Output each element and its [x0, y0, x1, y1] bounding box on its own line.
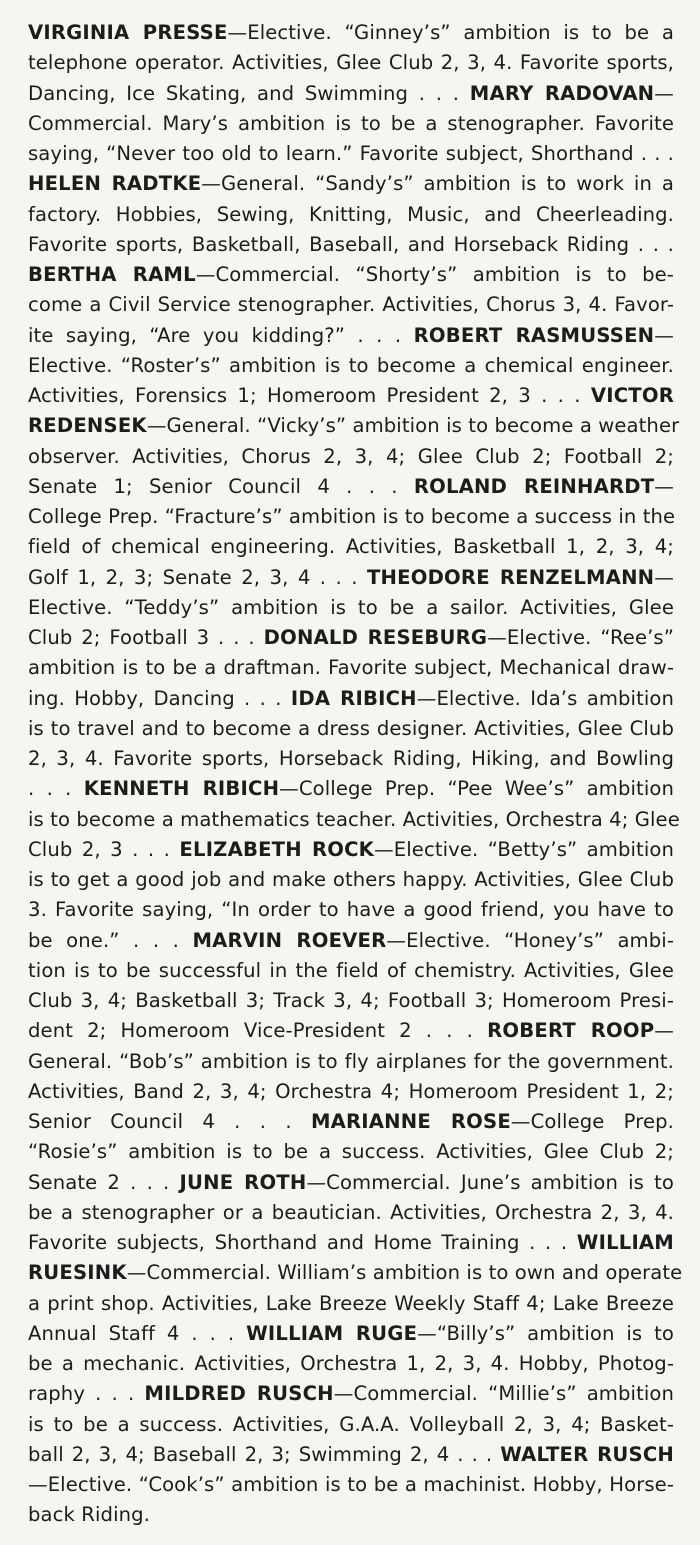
student-description: — [654, 1019, 674, 1043]
text-line [28, 593, 674, 623]
student-description: Activities, Forensics 1; Homeroom President 2, 3 . . . [28, 384, 591, 407]
student-description: telephone operator. Activities, Glee Club 2, 3, 4. Favorite sports, [28, 51, 674, 75]
text-line [28, 260, 674, 290]
student-description: is to become a mathematics teacher. Activities, Orchestra 4; Glee [28, 807, 680, 831]
student-name: RUESINK [28, 1261, 127, 1285]
text-line [28, 744, 674, 774]
text-line [28, 1379, 674, 1409]
text-line [28, 1440, 674, 1470]
student-description: — [654, 474, 674, 498]
student-name: HELEN RADTKE [28, 172, 202, 196]
text-line [28, 1016, 674, 1046]
text-line [28, 442, 674, 472]
text-line [28, 1137, 674, 1167]
text-line [28, 351, 674, 381]
student-name: JUNE ROTH [179, 1170, 307, 1194]
student-name: VICTOR [590, 384, 674, 407]
student-description: Commercial. Mary’s ambition is to be a stenographer. Favorite [28, 111, 674, 135]
student-name: KENNETH RIBICH [83, 777, 280, 801]
student-name: ROLAND REINHARDT [413, 474, 655, 498]
student-description: —Commercial. June’s ambition is to [306, 1170, 674, 1194]
student-name: MARIANNE ROSE [310, 1110, 511, 1133]
student-description: is to be a success. Activities, G.A.A. Volleyball 2, 3, 4; Basket- [28, 1412, 674, 1436]
student-description: Senate 2 . . . [28, 1170, 180, 1194]
student-description: Senior Council 4 . . . [28, 1110, 311, 1133]
student-description: —Commercial. “Shorty’s” ambition is to be- [195, 263, 674, 286]
student-description: Club 3, 4; Basketball 3; Track 3, 4; Football 3; Homeroom Presi- [28, 989, 674, 1012]
student-description: ambition is to be a draftman. Favorite subject, Mechanical draw- [28, 656, 674, 680]
text-line [28, 1349, 674, 1379]
text-line [28, 321, 674, 351]
student-description: —College Prep. “Pee Wee’s” ambition [279, 777, 674, 801]
student-description: saying, “Never too old to learn.” Favorite subject, Shorthand . . . [28, 142, 674, 165]
student-name: ROBERT RASMUSSEN [413, 323, 655, 347]
student-description: . . . [28, 777, 84, 801]
text-line [28, 1047, 674, 1077]
student-description: field of chemical engineering. Activities, Basketball 1, 2, 3, 4; [28, 535, 674, 559]
text-line [28, 1228, 674, 1258]
text-line [28, 472, 674, 502]
student-description: — [654, 81, 674, 105]
text-line [28, 1500, 674, 1530]
text-line [28, 230, 674, 260]
student-description: College Prep. “Fracture’s” ambition is to become a success in the [28, 505, 676, 528]
text-line [28, 865, 674, 895]
student-description: Activities, Band 2, 3, 4; Orchestra 4; Homeroom President 1, 2; [28, 1079, 674, 1103]
student-description: —Elective. “Honey’s” ambi- [386, 928, 674, 952]
student-description: —General. “Sandy’s” ambition is to work in a [201, 172, 674, 196]
student-name: WILLIAM [576, 1231, 674, 1254]
text-line [28, 1289, 674, 1319]
student-description: Club 2; Football 3 . . . [28, 626, 264, 649]
text-line [28, 1470, 674, 1500]
student-name: WILLIAM RUGE [246, 1321, 418, 1345]
text-line [28, 200, 674, 230]
student-description: 3. Favorite saying, “In order to have a good friend, you have to [28, 898, 674, 922]
student-description: Club 2, 3 . . . [28, 837, 180, 861]
text-line [28, 18, 674, 48]
student-description: —Elective. “Betty’s” ambition [374, 837, 674, 861]
text-line [28, 623, 674, 653]
text-line [28, 774, 674, 804]
student-name: IDA RIBICH [290, 686, 417, 710]
student-description: Favorite subjects, Shorthand and Home Training . . . [28, 1231, 577, 1254]
student-name: ROBERT ROOP [487, 1019, 655, 1043]
student-name: WALTER RUSCH [500, 1442, 674, 1466]
student-name: THEODORE RENZELMANN [366, 565, 655, 589]
student-description: is to get a good job and make others happy. Activities, Glee Club [28, 868, 674, 891]
text-line [28, 684, 674, 714]
student-description: — [654, 565, 674, 589]
student-name: MILDRED RUSCH [144, 1382, 334, 1406]
student-description: —Commercial. William’s ambition is to own and operate [126, 1261, 683, 1285]
text-line [28, 895, 674, 925]
student-description: back Riding. [28, 1503, 151, 1527]
text-line [28, 1107, 674, 1137]
student-description: be one.” . . . [28, 928, 193, 952]
student-description: — [654, 323, 674, 347]
student-name: DONALD RESEBURG [263, 626, 488, 649]
student-description: ite saying, “Are you kidding?” . . . [28, 323, 414, 347]
student-description: —Elective. Ida’s ambition [416, 686, 675, 710]
text-line [28, 986, 674, 1016]
text-line [28, 835, 674, 865]
student-description: Dancing, Ice Skating, and Swimming . . . [28, 81, 470, 105]
text-line [28, 1198, 674, 1228]
text-line [28, 139, 674, 169]
student-name: VIRGINIA PRESSE [28, 21, 228, 44]
text-line [28, 653, 674, 683]
student-name: MARVIN ROEVER [192, 928, 387, 952]
student-description: —Elective. “Cook’s” ambition is to be a machinist. Hobby, Horse- [28, 1473, 674, 1496]
text-line [28, 79, 674, 109]
text-line [28, 532, 674, 562]
text-line [28, 926, 674, 956]
student-name: ELIZABETH ROCK [179, 837, 375, 861]
student-description: ball 2, 3, 4; Baseball 2, 3; Swimming 2, 4 . . . [28, 1442, 501, 1466]
text-line [28, 563, 674, 593]
text-line [28, 381, 674, 411]
student-description: —Commercial. “Millie’s” ambition [333, 1382, 674, 1406]
student-description: Annual Staff 4 . . . [28, 1321, 247, 1345]
text-line [28, 109, 674, 139]
text-line [28, 805, 680, 835]
student-name: REDENSEK [28, 414, 147, 438]
text-line [28, 956, 674, 986]
student-description: be a mechanic. Activities, Orchestra 1, 2, 3, 4. Hobby, Photog- [28, 1352, 674, 1375]
student-description: is to travel and to become a dress designer. Activities, Glee Club [28, 716, 674, 740]
student-name: BERTHA RAML [28, 263, 196, 286]
text-line [28, 1168, 674, 1198]
student-description: —College Prep. [510, 1110, 674, 1133]
student-description: tion is to be successful in the field of chemistry. Activities, Glee [28, 958, 674, 982]
student-description: ing. Hobby, Dancing . . . [28, 686, 291, 710]
student-description: —“Billy’s” ambition is to [417, 1321, 674, 1345]
text-line [28, 411, 680, 441]
student-description: Senate 1; Senior Council 4 . . . [28, 474, 414, 498]
student-description: raphy . . . [28, 1382, 145, 1406]
student-description: General. “Bob’s” ambition is to fly airplanes for the government. [28, 1049, 674, 1073]
student-description: Favorite sports, Basketball, Baseball, and Horseback Riding . . . [28, 232, 674, 256]
text-line [28, 48, 674, 78]
student-description: come a Civil Service stenographer. Activities, Chorus 3, 4. Favor- [28, 293, 674, 317]
text-line [28, 1319, 674, 1349]
student-description: observer. Activities, Chorus 2, 3, 4; Glee Club 2; Football 2; [28, 444, 674, 468]
student-description: a print shop. Activities, Lake Breeze Weekly Staff 4; Lake Breeze [28, 1291, 674, 1315]
student-description: be a stenographer or a beautician. Activities, Orchestra 2, 3, 4. [28, 1200, 674, 1224]
student-name: MARY RADOVAN [469, 81, 655, 105]
student-description: Elective. “Roster’s” ambition is to become a chemical engineer. [28, 353, 674, 377]
student-description: 2, 3, 4. Favorite sports, Horseback Riding, Hiking, and Bowling [28, 747, 674, 770]
student-description: —Elective. “Ginney’s” ambition is to be a [227, 21, 674, 44]
text-line [28, 502, 674, 532]
text-line [28, 1258, 683, 1288]
text-line [28, 714, 674, 744]
text-line [28, 1410, 674, 1440]
text-line [28, 290, 674, 320]
text-line [28, 1077, 674, 1107]
student-description: factory. Hobbies, Sewing, Knitting, Music, and Cheerleading. [28, 202, 674, 226]
student-description: dent 2; Homeroom Vice-President 2 . . . [28, 1019, 488, 1043]
student-description: Elective. “Teddy’s” ambition is to be a sailor. Activities, Glee [28, 595, 674, 619]
student-description: Golf 1, 2, 3; Senate 2, 3, 4 . . . [28, 565, 367, 589]
student-description: —Elective. “Ree’s” [487, 626, 674, 649]
student-description: “Rosie’s” ambition is to be a success. Activities, Glee Club 2; [28, 1140, 674, 1164]
student-description: —General. “Vicky’s” ambition is to become a weather [146, 414, 680, 438]
text-line [28, 169, 674, 199]
senior-biographies-text [28, 18, 683, 1531]
